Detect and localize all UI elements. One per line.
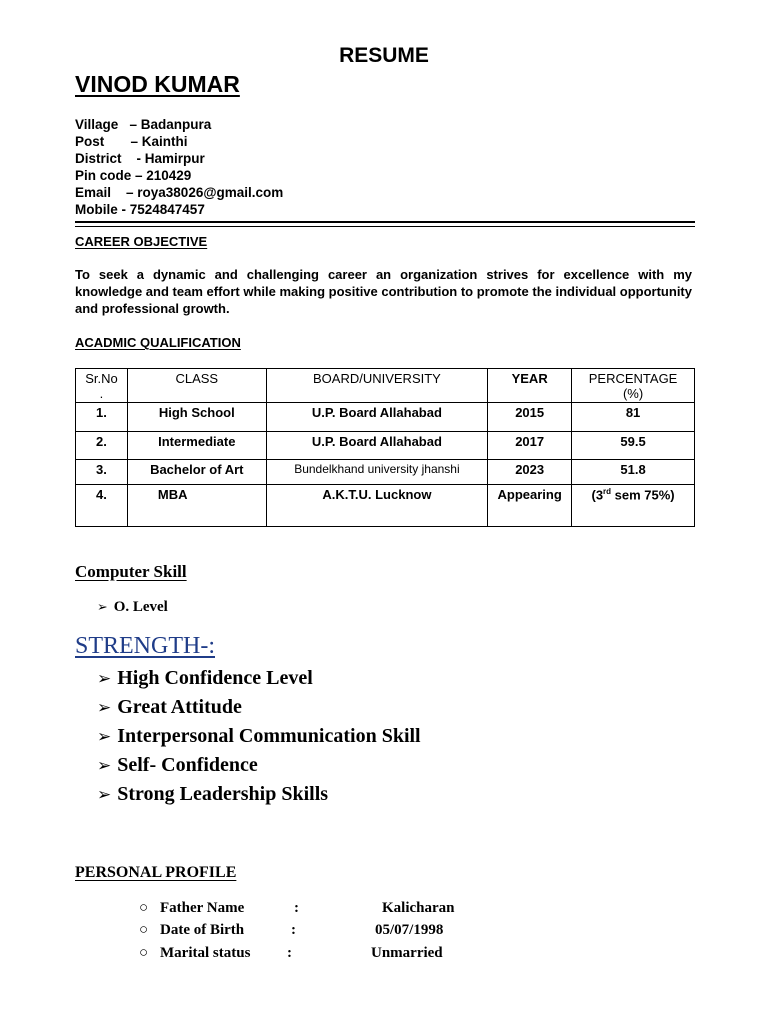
computer-skill-label: O. Level bbox=[113, 599, 168, 615]
header-srno: Sr.No . bbox=[76, 369, 128, 403]
divider-thick bbox=[75, 221, 695, 223]
row-sr: 1. bbox=[76, 403, 128, 432]
row-board: U.P. Board Allahabad bbox=[266, 432, 488, 460]
contact-district: District - Hamirpur bbox=[75, 151, 205, 166]
pct-post: sem 75%) bbox=[611, 487, 675, 503]
row-sr: 4. bbox=[76, 485, 128, 527]
row-board: A.K.T.U. Lucknow bbox=[266, 485, 488, 527]
profile-separator: : bbox=[287, 945, 292, 961]
computer-skill-item bbox=[97, 599, 168, 616]
arrow-bullet-icon: ➢ bbox=[97, 727, 112, 747]
contact-email: Email – roya38026@gmail.com bbox=[75, 185, 284, 200]
list-item bbox=[97, 724, 421, 753]
row-percentage: 81 bbox=[572, 403, 695, 432]
table-row bbox=[76, 460, 695, 485]
row-year: Appearing bbox=[488, 485, 572, 527]
header-class: CLASS bbox=[127, 369, 266, 403]
strength-label: Self- Confidence bbox=[117, 754, 258, 776]
arrow-bullet-icon: ➢ bbox=[97, 698, 112, 718]
arrow-bullet-icon: ➢ bbox=[97, 756, 112, 776]
strength-heading: STRENGTH-: bbox=[75, 633, 215, 659]
table-row bbox=[76, 403, 695, 432]
row-year: 2017 bbox=[488, 432, 572, 460]
arrow-bullet-icon: ➢ bbox=[97, 600, 108, 615]
header-year: YEAR bbox=[488, 369, 572, 403]
profile-separator: : bbox=[294, 900, 299, 916]
profile-separator: : bbox=[291, 922, 296, 938]
circle-bullet-icon: ○ bbox=[139, 945, 149, 961]
header-percentage-line2: (%) bbox=[622, 386, 644, 401]
row-class: Bachelor of Art bbox=[127, 460, 266, 485]
list-item bbox=[97, 666, 421, 695]
career-objective-text: To seek a dynamic and challenging career an organization strives for excellence with my knowledge and team effort while making positive contribution to promote the individual opportunity and professional growth. bbox=[75, 267, 692, 316]
list-item bbox=[97, 695, 421, 724]
profile-label: Father Name bbox=[160, 900, 245, 916]
table-row bbox=[76, 485, 695, 527]
row-year: 2015 bbox=[488, 403, 572, 432]
header-percentage-line1: PERCENTAGE bbox=[588, 371, 678, 386]
profile-value: Unmarried bbox=[371, 945, 443, 961]
contact-village: Village – Badanpura bbox=[75, 117, 212, 132]
strength-list bbox=[97, 666, 421, 811]
strength-label: Strong Leadership Skills bbox=[117, 783, 329, 805]
row-class: MBA bbox=[127, 485, 266, 527]
row-percentage: 51.8 bbox=[572, 460, 695, 485]
profile-label: Marital status bbox=[160, 945, 251, 961]
profile-value: 05/07/1998 bbox=[375, 922, 444, 938]
strength-label: High Confidence Level bbox=[117, 667, 313, 689]
profile-row bbox=[139, 922, 539, 944]
profile-row bbox=[139, 900, 539, 922]
table-row bbox=[76, 432, 695, 460]
row-class: Intermediate bbox=[127, 432, 266, 460]
row-sr: 3. bbox=[76, 460, 128, 485]
profile-value: Kalicharan bbox=[382, 900, 455, 916]
row-board: Bundelkhand university jhanshi bbox=[266, 460, 488, 485]
circle-bullet-icon: ○ bbox=[139, 900, 149, 916]
strength-label: Interpersonal Communication Skill bbox=[117, 725, 421, 747]
pct-pre: (3 bbox=[591, 487, 604, 503]
row-sr: 2. bbox=[76, 432, 128, 460]
qualification-table bbox=[75, 368, 695, 527]
divider-thin bbox=[75, 226, 695, 227]
arrow-bullet-icon: ➢ bbox=[97, 785, 112, 805]
row-class: High School bbox=[127, 403, 266, 432]
header-board: BOARD/UNIVERSITY bbox=[266, 369, 488, 403]
header-percentage bbox=[572, 369, 695, 403]
qualification-heading: ACADMIC QUALIFICATION bbox=[75, 335, 241, 350]
profile-label: Date of Birth bbox=[160, 922, 245, 938]
contact-pincode: Pin code – 210429 bbox=[75, 168, 192, 183]
pct-sup: rd bbox=[603, 487, 612, 496]
personal-profile-heading: PERSONAL PROFILE bbox=[75, 864, 237, 881]
contact-block bbox=[75, 116, 283, 218]
profile-row bbox=[139, 945, 539, 967]
resume-title: RESUME bbox=[339, 44, 429, 67]
strength-label: Great Attitude bbox=[117, 696, 242, 718]
row-percentage bbox=[572, 485, 695, 527]
arrow-bullet-icon: ➢ bbox=[97, 669, 112, 689]
circle-bullet-icon: ○ bbox=[139, 922, 149, 938]
contact-mobile: Mobile - 7524847457 bbox=[75, 202, 205, 217]
table-header-row bbox=[76, 369, 695, 403]
row-year: 2023 bbox=[488, 460, 572, 485]
row-percentage: 59.5 bbox=[572, 432, 695, 460]
career-objective-heading: CAREER OBJECTIVE bbox=[75, 234, 208, 249]
candidate-name: VINOD KUMAR bbox=[75, 71, 240, 97]
list-item bbox=[97, 782, 421, 811]
computer-skill-heading: Computer Skill bbox=[75, 562, 187, 581]
contact-post: Post – Kainthi bbox=[75, 134, 188, 149]
list-item bbox=[97, 753, 421, 782]
row-board: U.P. Board Allahabad bbox=[266, 403, 488, 432]
